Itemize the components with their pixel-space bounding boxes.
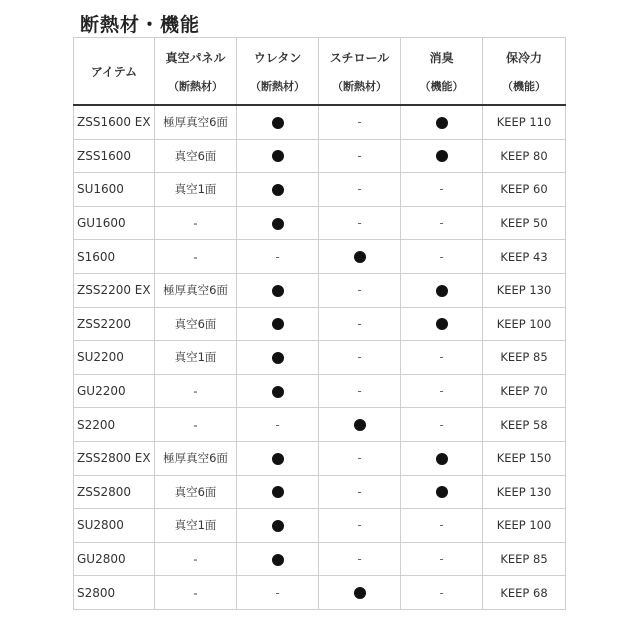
cell-model: ZSS1600 — [74, 139, 155, 173]
cell-urethane — [237, 173, 319, 207]
header-vacuum-panel — [155, 38, 237, 106]
filled-dot-icon — [436, 453, 448, 465]
cell-urethane — [237, 441, 319, 475]
filled-dot-icon — [272, 386, 284, 398]
dash-mark: - — [357, 148, 362, 163]
cell-urethane — [237, 307, 319, 341]
filled-dot-icon — [436, 150, 448, 162]
cell-vacuum-panel: - — [155, 374, 237, 408]
cell-urethane — [237, 374, 319, 408]
cell-urethane — [237, 273, 319, 307]
dash-mark: - — [439, 182, 444, 197]
cell-styrofoam — [319, 139, 401, 173]
cell-deodorant — [401, 307, 483, 341]
filled-dot-icon — [436, 117, 448, 129]
cell-vacuum-panel: 真空1面 — [155, 173, 237, 207]
dash-mark: - — [439, 384, 444, 399]
cell-model: SU2200 — [74, 341, 155, 375]
filled-dot-icon — [272, 218, 284, 230]
cell-vacuum-panel: 真空6面 — [155, 475, 237, 509]
table-row — [74, 441, 566, 475]
cell-styrofoam — [319, 576, 401, 610]
filled-dot-icon — [354, 587, 366, 599]
cell-urethane — [237, 475, 319, 509]
header-styrofoam — [319, 38, 401, 106]
filled-dot-icon — [272, 117, 284, 129]
cell-styrofoam — [319, 509, 401, 543]
header-urethane — [237, 38, 319, 106]
cell-styrofoam — [319, 408, 401, 442]
cell-vacuum-panel: - — [155, 576, 237, 610]
cell-model: SU2800 — [74, 509, 155, 543]
dash-mark: - — [357, 115, 362, 130]
filled-dot-icon — [272, 486, 284, 498]
filled-dot-icon — [272, 150, 284, 162]
table-row — [74, 240, 566, 274]
cell-vacuum-panel: - — [155, 408, 237, 442]
cell-model: GU2200 — [74, 374, 155, 408]
cell-urethane — [237, 509, 319, 543]
dash-mark: - — [275, 585, 280, 600]
cell-styrofoam — [319, 307, 401, 341]
cell-vacuum-panel: - — [155, 240, 237, 274]
dash-mark: - — [357, 350, 362, 365]
cell-cold-retention: KEEP 85 — [483, 542, 566, 576]
cell-styrofoam — [319, 240, 401, 274]
cell-cold-retention: KEEP 110 — [483, 105, 566, 139]
cell-vacuum-panel: 極厚真空6面 — [155, 441, 237, 475]
cell-deodorant — [401, 374, 483, 408]
dash-mark: - — [357, 316, 362, 331]
cell-vacuum-panel: 真空6面 — [155, 139, 237, 173]
cell-deodorant — [401, 173, 483, 207]
cell-model: ZSS2200 EX — [74, 273, 155, 307]
cell-deodorant — [401, 206, 483, 240]
cell-deodorant — [401, 576, 483, 610]
cell-cold-retention: KEEP 68 — [483, 576, 566, 610]
table-row — [74, 105, 566, 139]
filled-dot-icon — [272, 318, 284, 330]
cell-deodorant — [401, 341, 483, 375]
table-row — [74, 374, 566, 408]
header-styrofoam-sub: （断熱材） — [332, 79, 387, 93]
table-row — [74, 408, 566, 442]
header-urethane-sub: （断熱材） — [250, 79, 305, 93]
cell-styrofoam — [319, 206, 401, 240]
cell-urethane — [237, 341, 319, 375]
filled-dot-icon — [272, 453, 284, 465]
cell-urethane — [237, 240, 319, 274]
cell-cold-retention: KEEP 130 — [483, 273, 566, 307]
dash-mark: - — [275, 249, 280, 264]
table-row — [74, 509, 566, 543]
cell-urethane — [237, 542, 319, 576]
cell-cold-retention: KEEP 100 — [483, 307, 566, 341]
cell-model: S2200 — [74, 408, 155, 442]
cell-cold-retention: KEEP 43 — [483, 240, 566, 274]
cell-vacuum-panel: 真空1面 — [155, 509, 237, 543]
cell-cold-retention: KEEP 70 — [483, 374, 566, 408]
header-deodorant-sub: （機能） — [419, 79, 464, 93]
table-row — [74, 576, 566, 610]
cell-model: ZSS2800 EX — [74, 441, 155, 475]
cell-styrofoam — [319, 341, 401, 375]
cell-styrofoam — [319, 173, 401, 207]
filled-dot-icon — [272, 520, 284, 532]
dash-mark: - — [275, 417, 280, 432]
cell-vacuum-panel: 極厚真空6面 — [155, 105, 237, 139]
header-item — [74, 38, 155, 106]
cell-cold-retention: KEEP 58 — [483, 408, 566, 442]
header-item-label: アイテム — [90, 64, 138, 79]
dash-mark: - — [439, 417, 444, 432]
cell-deodorant — [401, 475, 483, 509]
filled-dot-icon — [272, 184, 284, 196]
cell-styrofoam — [319, 441, 401, 475]
spec-table — [73, 37, 566, 610]
table-row — [74, 139, 566, 173]
cell-deodorant — [401, 509, 483, 543]
dash-mark: - — [439, 585, 444, 600]
dash-mark: - — [357, 283, 362, 298]
table-header-row — [74, 38, 566, 106]
dash-mark: - — [357, 216, 362, 231]
cell-deodorant — [401, 441, 483, 475]
header-deodorant — [401, 38, 483, 106]
cell-urethane — [237, 576, 319, 610]
table-row — [74, 475, 566, 509]
cell-deodorant — [401, 542, 483, 576]
cell-urethane — [237, 206, 319, 240]
cell-model: ZSS2200 — [74, 307, 155, 341]
filled-dot-icon — [272, 554, 284, 566]
cell-deodorant — [401, 273, 483, 307]
cell-model: ZSS1600 EX — [74, 105, 155, 139]
dash-mark: - — [439, 518, 444, 533]
cell-deodorant — [401, 139, 483, 173]
header-cold-retention-sub: （機能） — [502, 79, 546, 93]
dash-mark: - — [357, 484, 362, 499]
cell-cold-retention: KEEP 85 — [483, 341, 566, 375]
dash-mark: - — [439, 552, 444, 567]
cell-urethane — [237, 139, 319, 173]
header-vacuum-panel-sub: （断熱材） — [168, 79, 223, 93]
dash-mark: - — [357, 518, 362, 533]
cell-model: GU2800 — [74, 542, 155, 576]
cell-cold-retention: KEEP 100 — [483, 509, 566, 543]
filled-dot-icon — [354, 251, 366, 263]
cell-model: GU1600 — [74, 206, 155, 240]
cell-model: S1600 — [74, 240, 155, 274]
cell-model: ZSS2800 — [74, 475, 155, 509]
dash-mark: - — [357, 451, 362, 466]
cell-cold-retention: KEEP 60 — [483, 173, 566, 207]
filled-dot-icon — [436, 486, 448, 498]
page-title: 断熱材・機能 — [80, 14, 201, 36]
dash-mark: - — [439, 350, 444, 365]
dash-mark: - — [357, 384, 362, 399]
cell-styrofoam — [319, 475, 401, 509]
header-deodorant-label: 消臭 — [429, 50, 454, 65]
filled-dot-icon — [272, 352, 284, 364]
header-cold-retention-label: 保冷力 — [505, 50, 542, 65]
cell-styrofoam — [319, 374, 401, 408]
cell-cold-retention: KEEP 50 — [483, 206, 566, 240]
dash-mark: - — [439, 249, 444, 264]
cell-vacuum-panel: 真空1面 — [155, 341, 237, 375]
dash-mark: - — [357, 552, 362, 567]
filled-dot-icon — [354, 419, 366, 431]
cell-model: SU1600 — [74, 173, 155, 207]
cell-vacuum-panel: 極厚真空6面 — [155, 273, 237, 307]
header-cold-retention — [483, 38, 566, 106]
header-vacuum-panel-label: 真空パネル — [165, 50, 226, 65]
cell-styrofoam — [319, 542, 401, 576]
cell-cold-retention: KEEP 130 — [483, 475, 566, 509]
cell-urethane — [237, 105, 319, 139]
filled-dot-icon — [436, 285, 448, 297]
cell-styrofoam — [319, 105, 401, 139]
cell-deodorant — [401, 105, 483, 139]
cell-vacuum-panel: - — [155, 206, 237, 240]
cell-deodorant — [401, 240, 483, 274]
dash-mark: - — [439, 216, 444, 231]
cell-styrofoam — [319, 273, 401, 307]
dash-mark: - — [357, 182, 362, 197]
cell-model: S2800 — [74, 576, 155, 610]
cell-vacuum-panel: - — [155, 542, 237, 576]
table-row — [74, 206, 566, 240]
header-urethane-label: ウレタン — [253, 50, 302, 65]
filled-dot-icon — [436, 318, 448, 330]
table-row — [74, 273, 566, 307]
table-row — [74, 173, 566, 207]
cell-deodorant — [401, 408, 483, 442]
table-row — [74, 307, 566, 341]
header-styrofoam-label: スチロール — [329, 50, 390, 65]
cell-cold-retention: KEEP 150 — [483, 441, 566, 475]
table-row — [74, 542, 566, 576]
filled-dot-icon — [272, 285, 284, 297]
table-row — [74, 341, 566, 375]
cell-urethane — [237, 408, 319, 442]
cell-vacuum-panel: 真空6面 — [155, 307, 237, 341]
cell-cold-retention: KEEP 80 — [483, 139, 566, 173]
